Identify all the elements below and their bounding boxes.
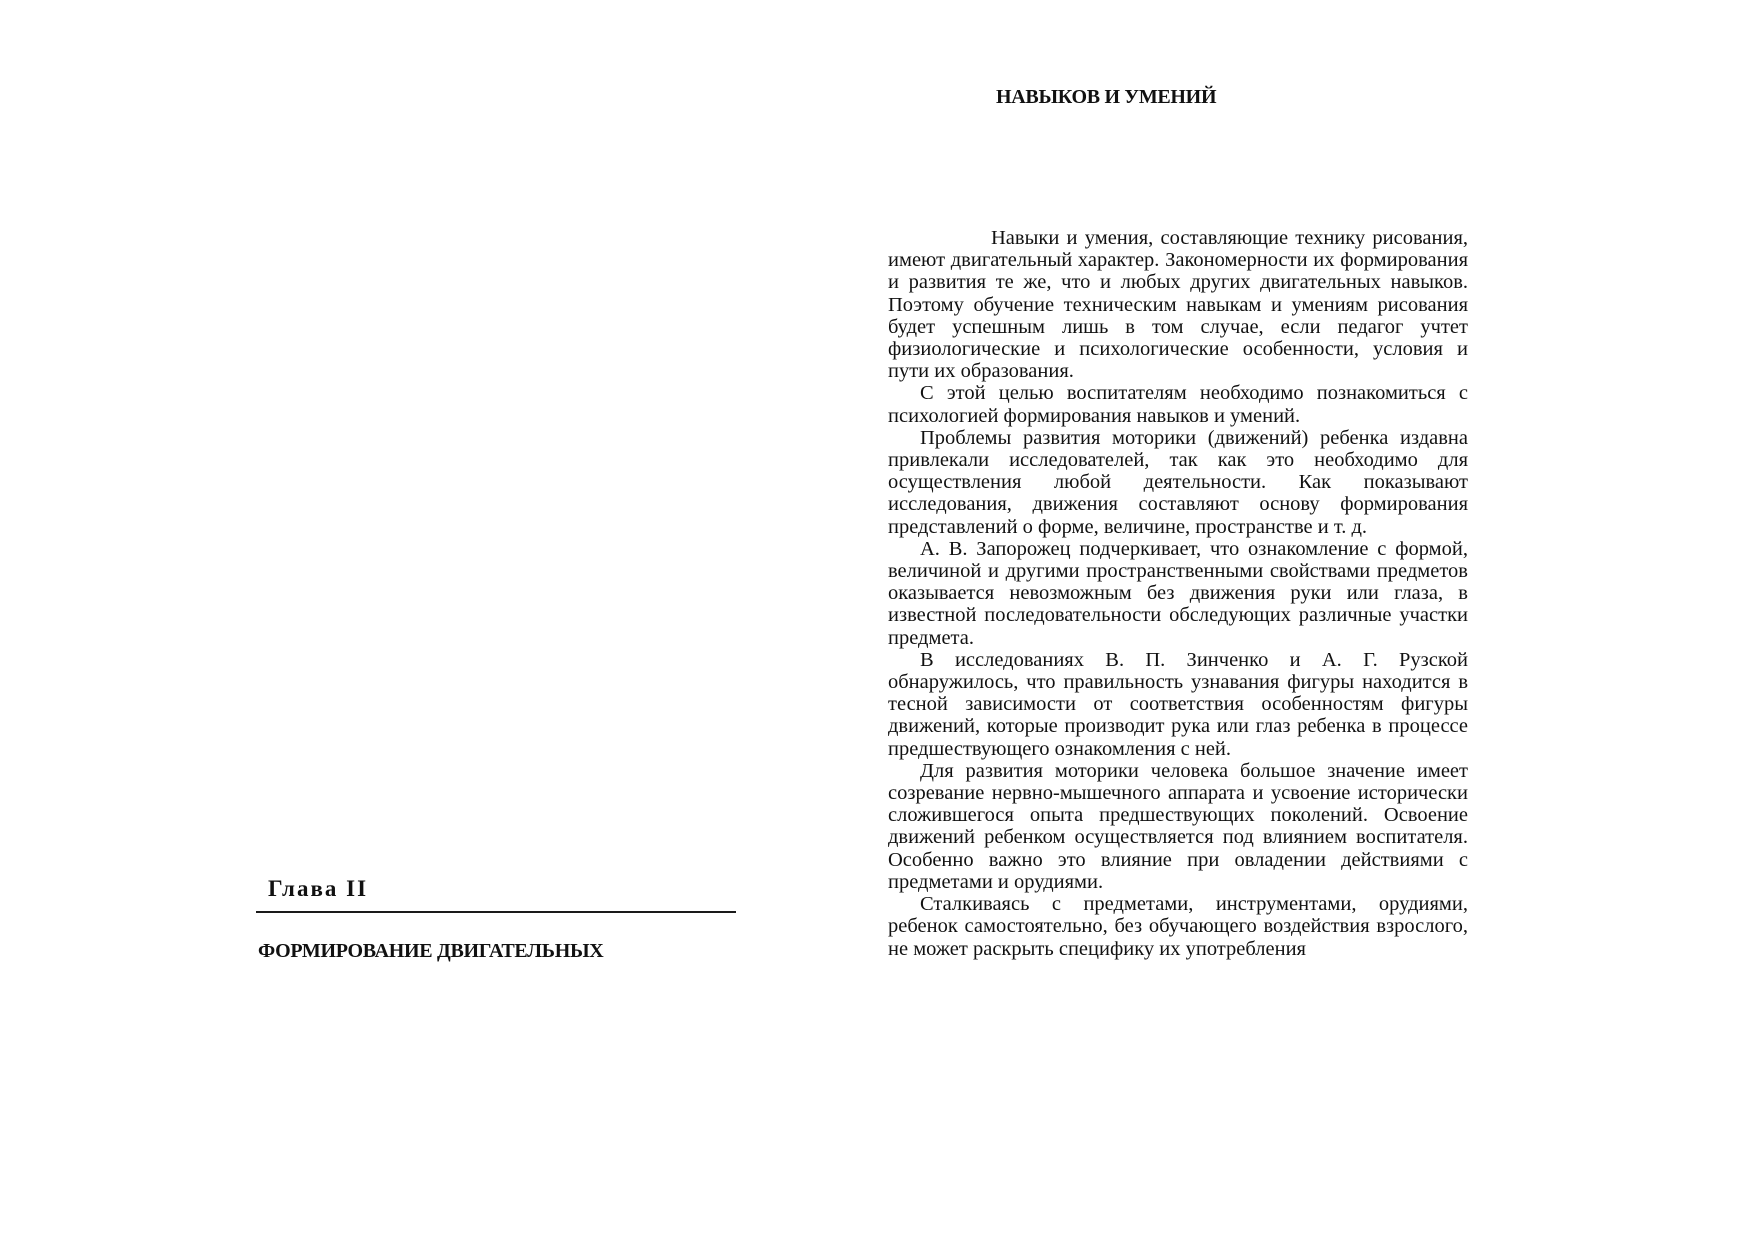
chapter-title-part1: ФОРМИРОВАНИЕ ДВИГАТЕЛЬНЫХ: [258, 940, 604, 962]
paragraph: Для развития моторики человека большое значение имеет созревание нервно-мышечного аппарата и усвоение исторически сложившегося опыта предшествующих поколений. Освоение движений ребенком осуществляется под влиянием воспитателя. Особенно важно это влияние при овладении действиями с предметами и орудиями.: [888, 759, 1468, 893]
right-page: [876, 0, 1753, 1241]
chapter-divider: [256, 911, 736, 913]
paragraph: С этой целью воспитателям необходимо познакомиться с психологией формирования навыков и умений.: [888, 382, 1468, 427]
paragraph: Навыки и умения, составляющие технику рисования, имеют двигательный характер. Закономерности их формирования и развития те же, что и любых других двигательных навыков. Поэтому обучение техническим навыкам и умениям рисования будет успешным лишь в том случае, если педагог учтет физиологические и психологические особенности, условия и пути их образования.: [888, 227, 1468, 383]
left-page: [0, 0, 876, 1241]
paragraph: А. В. Запорожец подчеркивает, что ознакомление с формой, величиной и другими пространственными свойствами предметов оказывается невозможным без движения руки или глаза, в известной последовательности обследующих различные участки предмета.: [888, 537, 1468, 649]
paragraph: Проблемы развития моторики (движений) ребенка издавна привлекали исследователей, так как это необходимо для осуществления любой деятельности. Как показывают исследования, движения составляют основу формирования представлений о форме, величине, пространстве и т. д.: [888, 426, 1468, 538]
paragraph: В исследованиях В. П. Зинченко и А. Г. Рузской обнаружилось, что правильность узнавания фигуры находится в тесной зависимости от соответствия особенностям фигуры движений, которые производит рука или глаз ребенка в процессе предшествующего ознакомления с ней.: [888, 648, 1468, 760]
chapter-title-part2: НАВЫКОВ И УМЕНИЙ: [996, 86, 1217, 108]
paragraph: Сталкиваясь с предметами, инструментами, орудиями, ребенок самостоятельно, без обучающего воздействия взрослого, не может раскрыть специфику их употребления: [888, 893, 1468, 960]
chapter-label: Глава II: [268, 876, 369, 901]
body-text: [888, 227, 1468, 960]
